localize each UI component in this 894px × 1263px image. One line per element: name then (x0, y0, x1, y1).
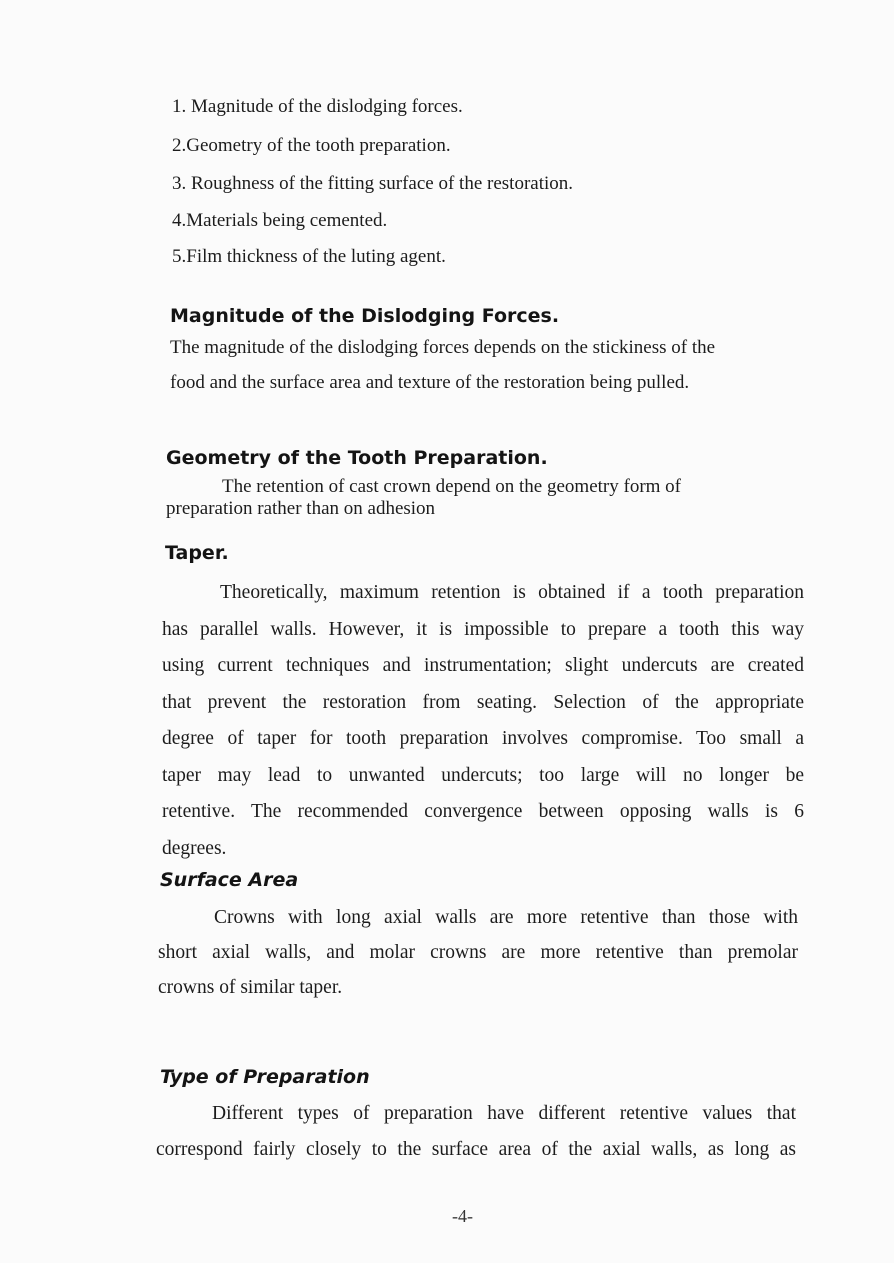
list-item: 4.Materials being cemented. (172, 210, 388, 231)
list-item: 3. Roughness of the fitting surface of the restoration. (172, 173, 574, 194)
paragraph-line: that prevent the restoration from seating. Selection of the appropriate (162, 691, 804, 713)
paragraph-line: Crowns with long axial walls are more retentive than those with (214, 907, 798, 928)
list-item: 1. Magnitude of the dislodging forces. (172, 96, 463, 117)
taper-paragraph (162, 575, 804, 867)
paragraph-line: Different types of preparation have different retentive values that (212, 1103, 796, 1124)
section-heading-magnitude: Magnitude of the Dislodging Forces. (170, 305, 560, 327)
section-heading-taper: Taper. (165, 542, 229, 564)
paragraph-line: degree of taper for tooth preparation involves compromise. Too small a (162, 728, 804, 749)
paragraph-line: short axial walls, and molar crowns are more retentive than premolar (158, 942, 798, 963)
paragraph-line: using current techniques and instrumentation; slight undercuts are created (162, 655, 804, 676)
paragraph-line: The magnitude of the dislodging forces depends on the stickiness of the (170, 337, 716, 358)
type-paragraph (156, 1096, 796, 1168)
paragraph-line: has parallel walls. However, it is impossible to prepare a tooth this way (162, 618, 804, 640)
paragraph-line: retentive. The recommended convergence between opposing walls is 6 (162, 801, 804, 822)
list-item: 2.Geometry of the tooth preparation. (172, 135, 451, 156)
page-number: -4- (452, 1206, 473, 1226)
paragraph-line: taper may lead to unwanted undercuts; too large will no longer be (162, 764, 804, 786)
paragraph-line: degrees. (162, 837, 227, 859)
paragraph-line: crowns of similar taper. (158, 977, 343, 998)
paragraph-line: food and the surface area and texture of the restoration being pulled. (170, 372, 690, 393)
section-heading-surface-area: Surface Area (160, 869, 299, 891)
section-heading-type-of-preparation: Type of Preparation (160, 1066, 370, 1088)
paragraph-line: Theoretically, maximum retention is obtained if a tooth preparation (220, 582, 804, 603)
list-item: 5.Film thickness of the luting agent. (172, 246, 446, 267)
paragraph-line: The retention of cast crown depend on the geometry form of (222, 476, 682, 497)
section-heading-geometry: Geometry of the Tooth Preparation. (166, 447, 548, 469)
paragraph-line: preparation rather than on adhesion (166, 498, 436, 519)
surface-paragraph (158, 900, 798, 1005)
paragraph-line: correspond fairly closely to the surface area of the axial walls, as long as (156, 1139, 796, 1160)
